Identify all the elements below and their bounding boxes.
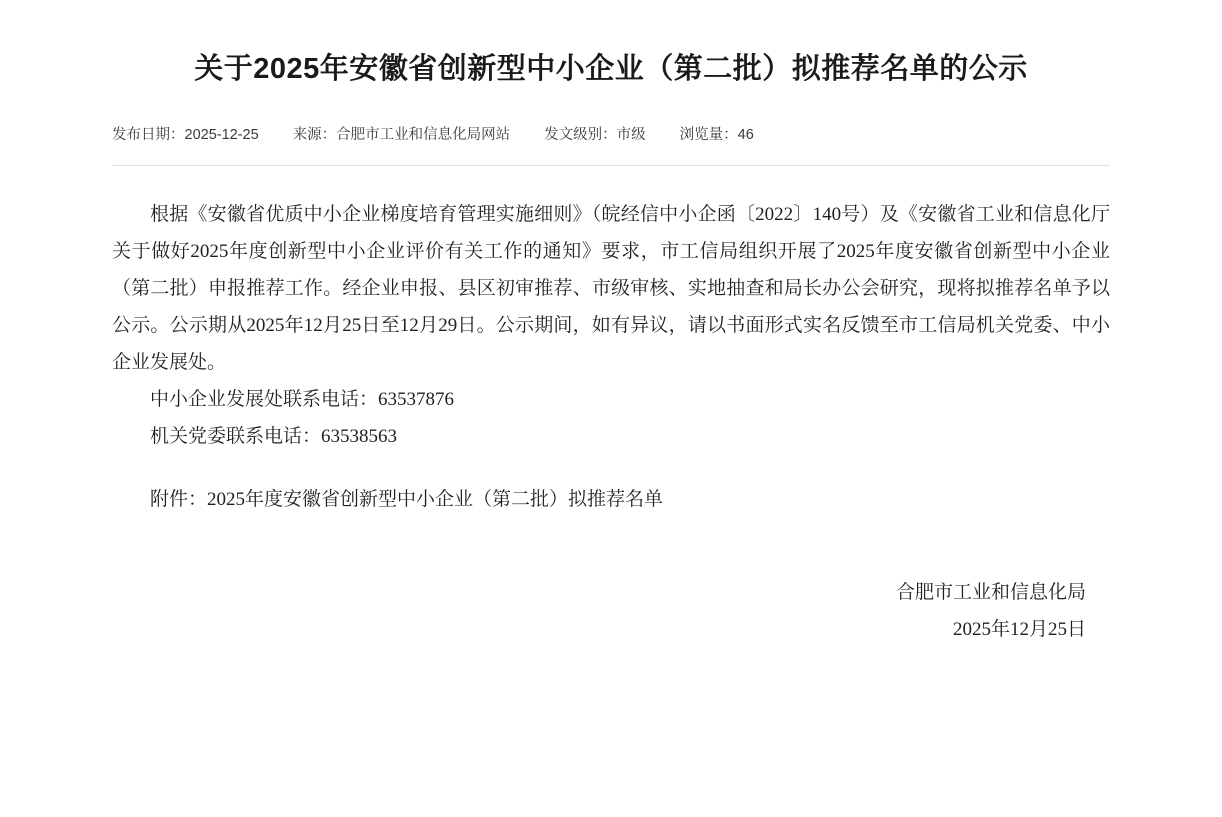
article-container — [112, 0, 1110, 648]
meta-views-value: 46 — [737, 127, 754, 143]
article-meta — [112, 125, 1110, 166]
meta-publish-date — [112, 125, 259, 145]
meta-level-label: 发文级别： — [544, 127, 617, 143]
paragraph-spacer — [112, 455, 1110, 481]
contact-line-party-committee: 机关党委联系电话：63538563 — [150, 426, 398, 447]
meta-level-value: 市级 — [616, 127, 646, 143]
meta-source-value: 合肥市工业和信息化局网站 — [336, 127, 511, 143]
meta-views — [680, 125, 754, 145]
meta-views-label: 浏览量： — [679, 127, 738, 143]
meta-publish-date-label: 发布日期： — [112, 127, 185, 143]
meta-source-label: 来源： — [292, 127, 337, 143]
signature-date: 2025年12月25日 — [952, 619, 1086, 640]
meta-publish-date-value: 2025-12-25 — [184, 127, 259, 143]
contact-line-development-office: 中小企业发展处联系电话：63537876 — [150, 389, 455, 410]
signature-organization: 合肥市工业和信息化局 — [895, 582, 1086, 603]
signature-block — [112, 574, 1110, 648]
article-body — [112, 196, 1110, 518]
body-paragraph: 根据《安徽省优质中小企业梯度培育管理实施细则》（皖经信中小企函〔2022〕140号）及《安徽省工业和信息化厅关于做好2025年度创新型中小企业评价有关工作的通知》要求，市工信局组织开展了2025年度安徽省创新型中小企业（第二批）申报推荐工作。经企业申报、县区初审推荐、市级审核、实地抽查和局长办公会研究，现将拟推荐名单予以公示。公示期从2025年12月25日至12月29日。公示期间，如有异议，请以书面形式实名反馈至市工信局机关党委、中小企业发展处。 — [112, 204, 1110, 373]
meta-level — [544, 125, 646, 145]
meta-source — [293, 125, 511, 145]
attachment-line: 附件：2025年度安徽省创新型中小企业（第二批）拟推荐名单 — [150, 489, 664, 510]
page-title: 关于2025年安徽省创新型中小企业（第二批）拟推荐名单的公示 — [194, 53, 1028, 85]
